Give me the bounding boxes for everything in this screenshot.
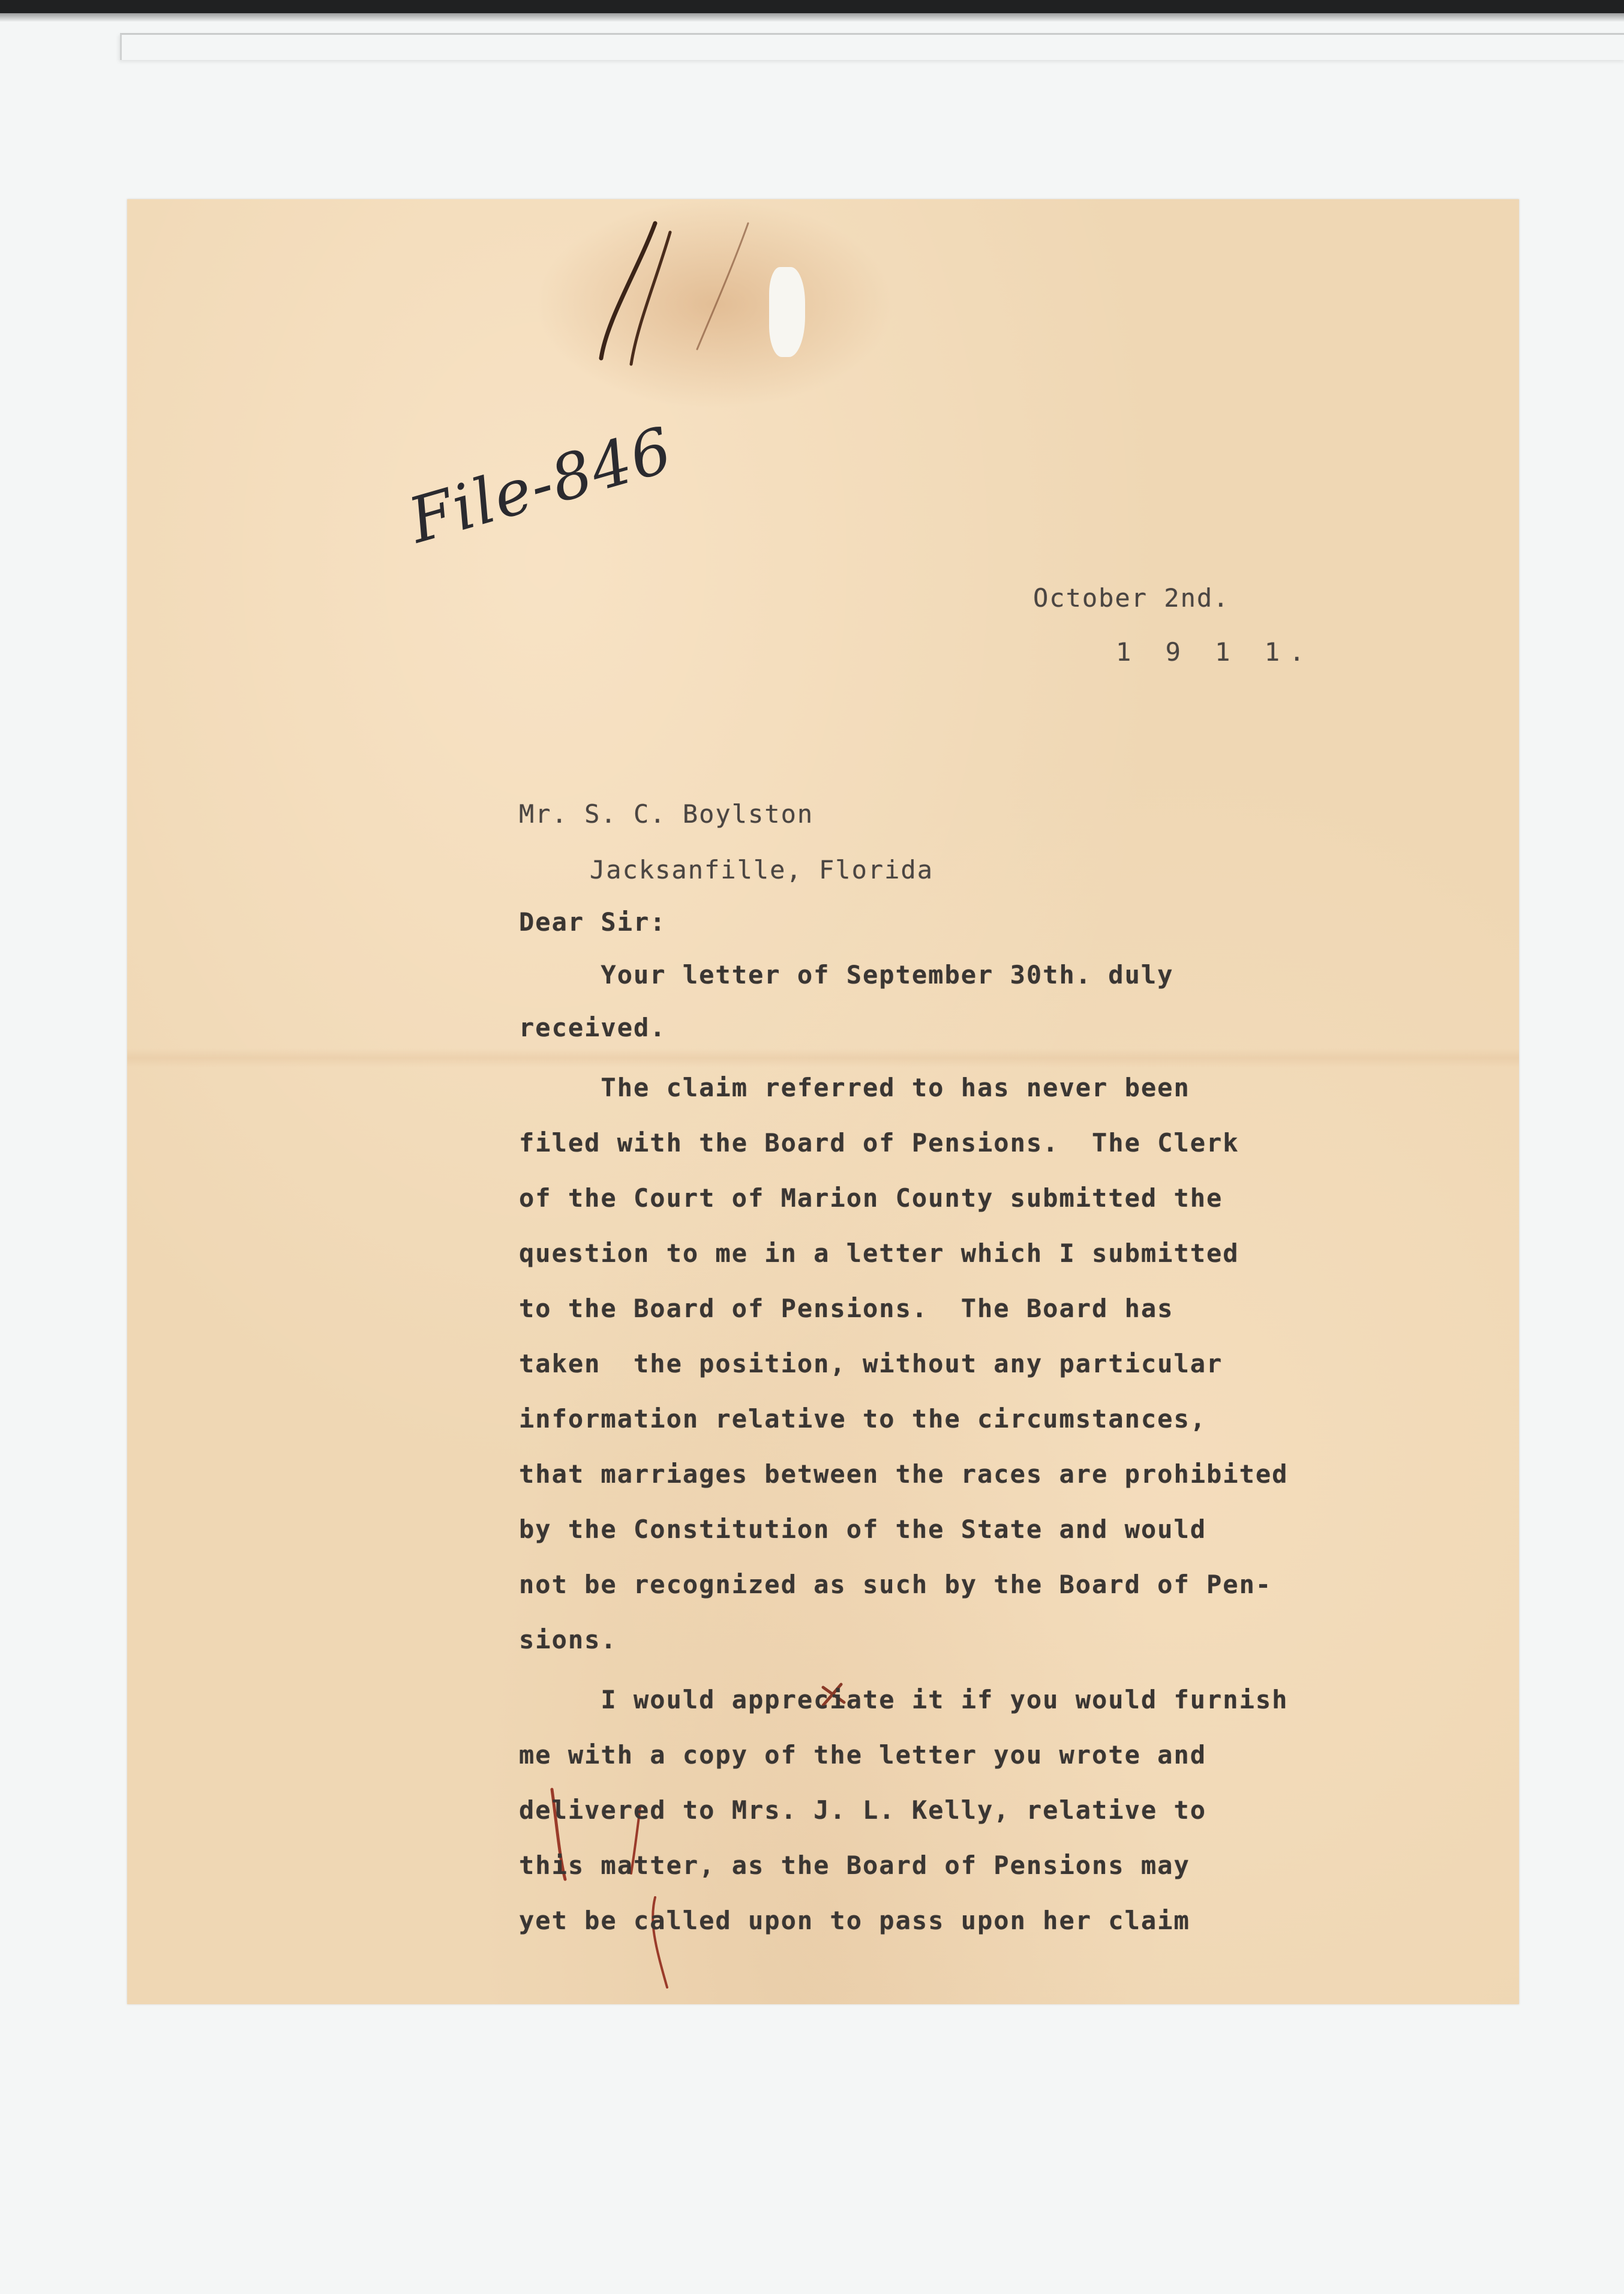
letter-year: 1 9 1 1. — [1116, 637, 1314, 667]
letter-date: October 2nd. — [1033, 583, 1230, 613]
handwritten-file-number: File-846 — [401, 412, 681, 557]
scanner-edge-shadow — [0, 13, 1624, 22]
body-line: not be recognized as such by the Board of Pen- — [519, 1570, 1272, 1599]
body-line: I would appreciate it if you would furnish — [519, 1685, 1289, 1714]
body-line: delivered to Mrs. J. L. Kelly, relative to — [519, 1795, 1207, 1825]
recipient-city: Jacksanfille, Florida — [590, 855, 934, 884]
recipient-name: Mr. S. C. Boylston — [519, 799, 814, 829]
body-line: me with a copy of the letter you wrote and — [519, 1740, 1207, 1770]
body-line: Your letter of September 30th. duly — [519, 960, 1174, 989]
body-line: that marriages between the races are prohibited — [519, 1459, 1289, 1489]
rust-stain — [535, 199, 895, 409]
letter-sheet — [127, 199, 1519, 2004]
backing-sheet-edge — [120, 33, 1624, 60]
scanner-edge — [0, 0, 1624, 13]
body-line: The claim referred to has never been — [519, 1073, 1190, 1102]
salutation: Dear Sir: — [519, 907, 667, 937]
body-line: information relative to the circumstances, — [519, 1404, 1207, 1434]
body-line: question to me in a letter which I submitted — [519, 1239, 1239, 1268]
body-line: to the Board of Pensions. The Board has — [519, 1294, 1174, 1323]
body-line: by the Constitution of the State and would — [519, 1515, 1207, 1544]
body-line: of the Court of Marion County submitted the — [519, 1183, 1223, 1213]
body-line: yet be called upon to pass upon her claim — [519, 1906, 1190, 1935]
body-line: taken the position, without any particular — [519, 1349, 1223, 1378]
body-line: sions. — [519, 1625, 617, 1654]
body-line: received. — [519, 1013, 667, 1042]
staple-hole — [769, 267, 805, 357]
body-line: this matter, as the Board of Pensions may — [519, 1851, 1190, 1880]
body-line: filed with the Board of Pensions. The Clerk — [519, 1128, 1239, 1158]
fold-line — [127, 1048, 1519, 1067]
